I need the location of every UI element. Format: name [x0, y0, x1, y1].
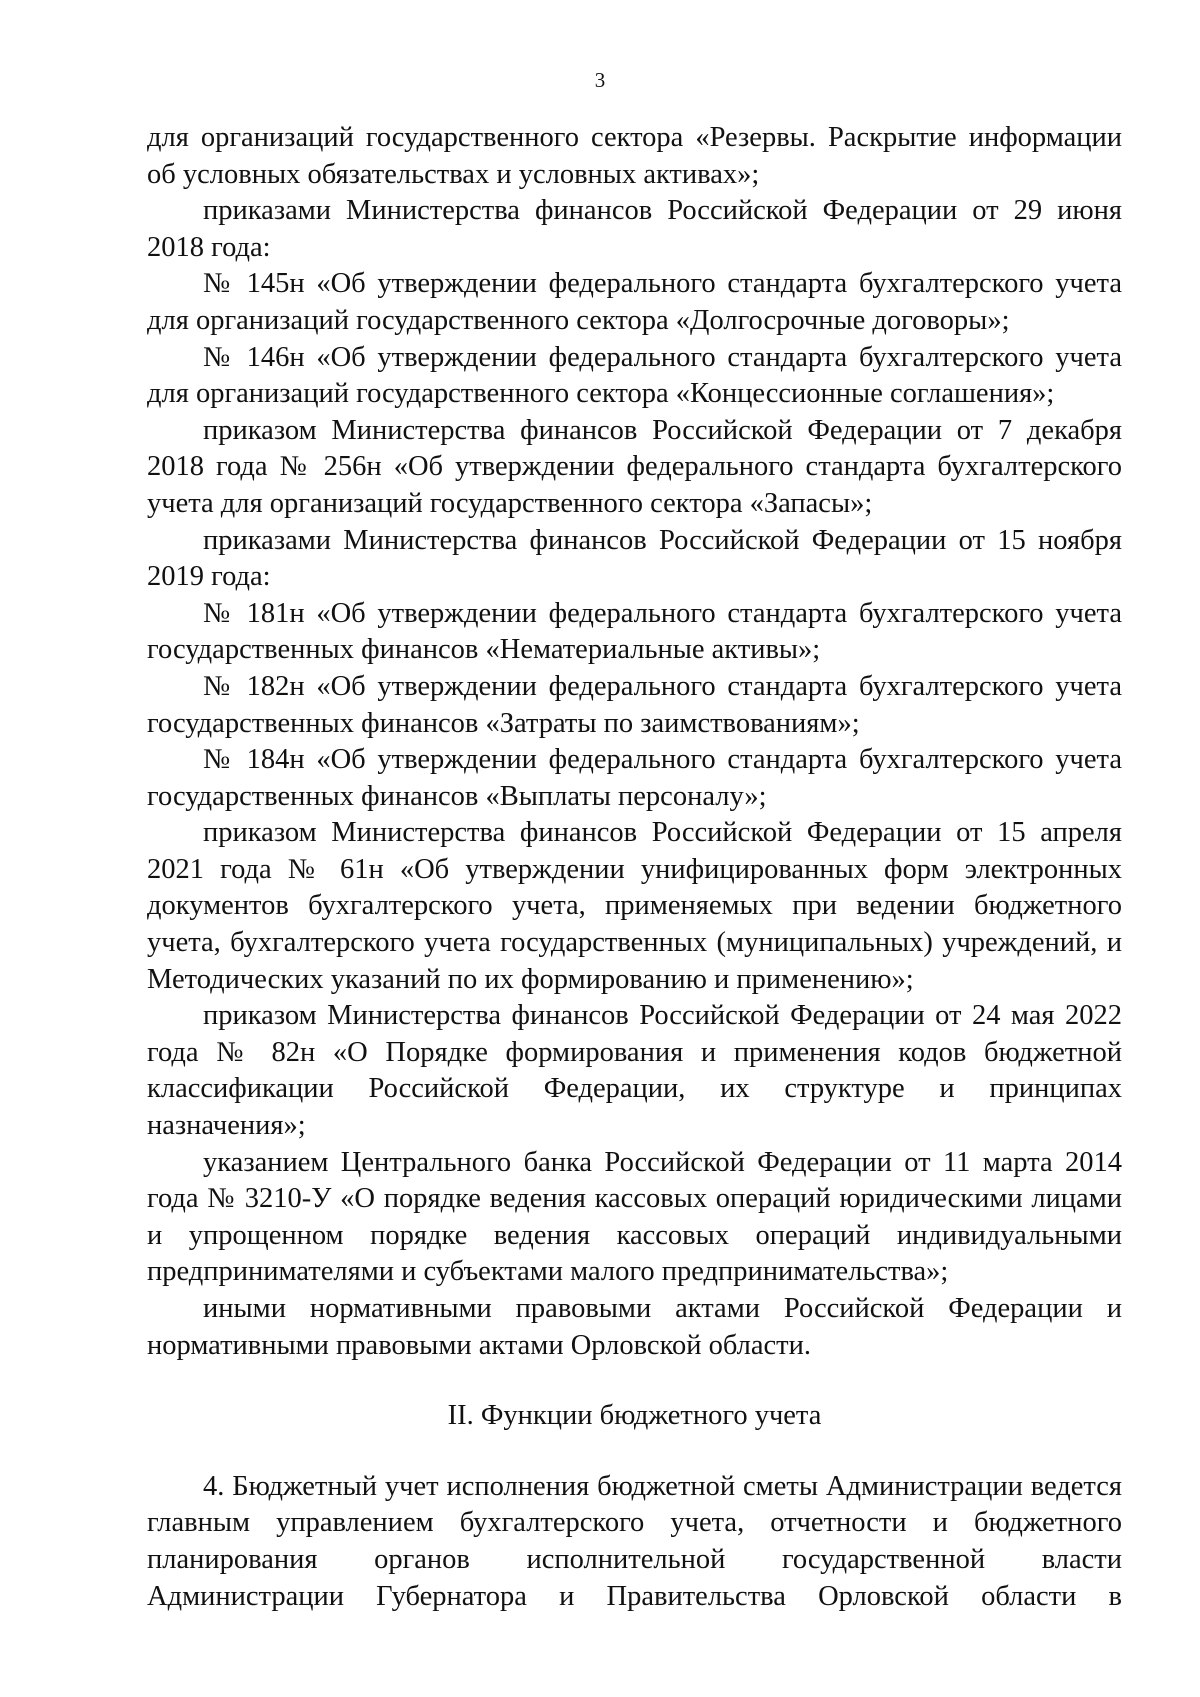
paragraph-orders-2019-november: приказами Министерства финансов Российской Федерации от 15 ноября 2019 года: — [147, 524, 1122, 593]
paragraph-order-61n: приказом Министерства финансов Российской Федерации от 15 апреля 2021 года № 61н «Об утверждении унифицированных форм электронных документов бухгалтерского учета, применяемых при ведении бюджетного учета, бухгалтерского учета государственных (муниципальных) учреждений, и Методических указаний по их формированию и применению»; — [147, 817, 1122, 995]
paragraph-orders-2018-june: приказами Министерства финансов Российской Федерации от 29 июня 2018 года: — [147, 195, 1122, 263]
paragraph-order-82n: приказом Министерства финансов Российской Федерации от 24 мая 2022 года № 82н «О Порядке формирования и применения кодов бюджетной классификации Российской Федерации, их структуре и принципах назначения»; — [147, 1000, 1122, 1142]
paragraph-order-182n: № 182н «Об утверждении федерального стандарта бухгалтерского учета государственных финансов «Затраты по заимствованиям»; — [147, 670, 1122, 739]
paragraph-instruction-3210u: указанием Центрального банка Российской Федерации от 11 марта 2014 года № 3210-У «О порядке ведения кассовых операций юридическими лицами и упрощенном порядке ведения кассовых операций индивидуальными предпринимателями и субъектами малого предпринимательства»; — [147, 1146, 1122, 1288]
section-heading: II. Функции бюджетного учета — [447, 1400, 822, 1432]
paragraph-other-acts: иными нормативными правовыми актами Российской Федерации и нормативными правовыми актами Орловской области. — [147, 1293, 1122, 1361]
paragraph-continuation: для организаций государственного сектора «Резервы. Раскрытие информации об условных обязательствах и условных активах»; — [147, 122, 1122, 190]
paragraph-order-146n: № 146н «Об утверждении федерального стандарта бухгалтерского учета для организаций государственного сектора «Концессионные соглашения»; — [147, 341, 1122, 410]
page-number: 3 — [594, 68, 606, 92]
paragraph-order-145n: № 145н «Об утверждении федерального стандарта бухгалтерского учета для организаций государственного сектора «Долгосрочные договоры»; — [147, 268, 1122, 336]
paragraph-item-4: 4. Бюджетный учет исполнения бюджетной сметы Администрации ведется главным управлением бухгалтерского учета, отчетности и бюджетного планирования органов исполнительной государственной власти Администрации Губернатора и Правительства Орловской области в — [147, 1470, 1122, 1612]
paragraph-order-256n: приказом Министерства финансов Российской Федерации от 7 декабря 2018 года № 256н «Об утверждении федерального стандарта бухгалтерского учета для организаций государственного сектора «Запасы»; — [147, 414, 1122, 519]
paragraph-order-184n: № 184н «Об утверждении федерального стандарта бухгалтерского учета государственных финансов «Выплаты персоналу»; — [147, 744, 1122, 812]
document-body — [147, 120, 1122, 1615]
paragraph-order-181n: № 181н «Об утверждении федерального стандарта бухгалтерского учета государственных финансов «Нематериальные активы»; — [147, 597, 1122, 666]
